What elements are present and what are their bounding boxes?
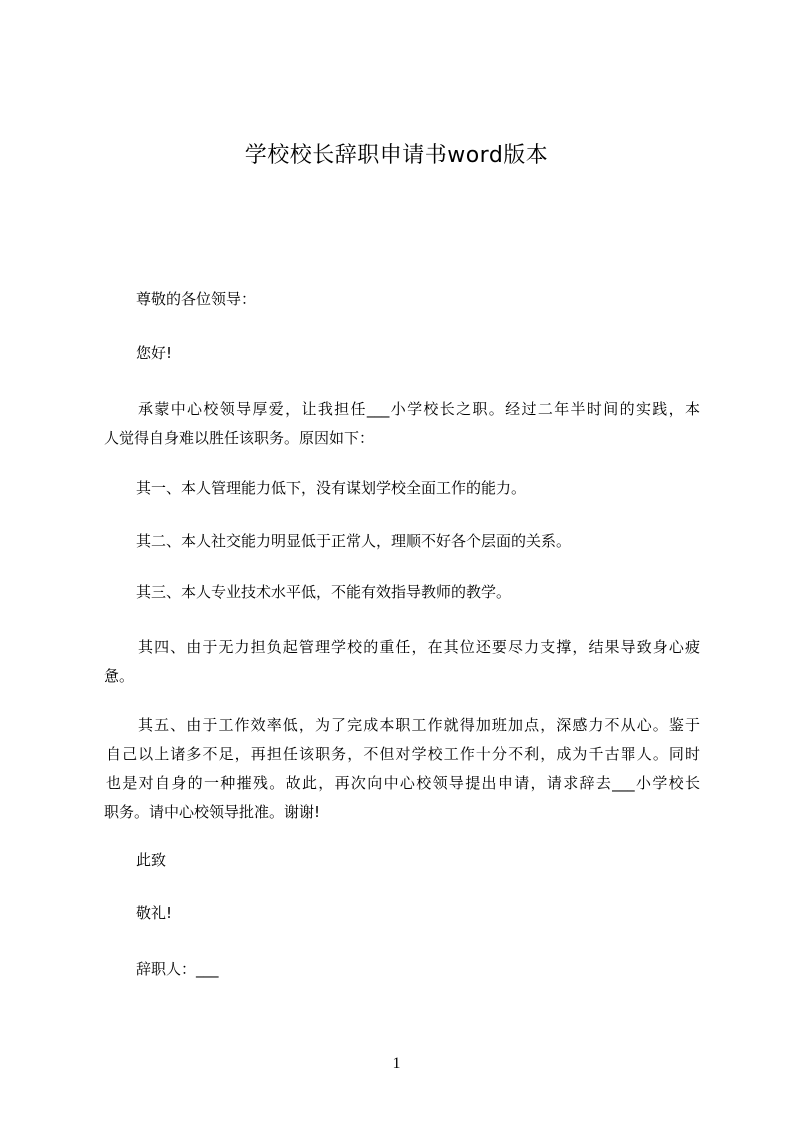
intro-paragraph (104, 395, 700, 453)
intro-line-1: 承蒙中心校领导厚爱，让我担任___小学校长之职。经过二年半时间的实践，本 (138, 400, 700, 418)
closing-ci-zhi: 此致 (136, 851, 167, 869)
signature-line: 辞职人：___ (136, 960, 219, 978)
closing-jing-li: 敬礼! (136, 904, 173, 922)
reason-four-line-2: 惫。 (104, 667, 135, 685)
reason-five-line-3: 也是对自身的一种摧残。故此，再次向中心校领导提出申请，请求辞去___小学校长 (106, 774, 700, 792)
reason-two: 其二、本人社交能力明显低于正常人，理顺不好各个层面的关系。 (136, 532, 572, 550)
reason-four-line-1: 其四、由于无力担负起管理学校的重任，在其位还要尽力支撑，结果导致身心疲 (138, 638, 700, 656)
reason-five-paragraph (104, 711, 700, 827)
page-number: 1 (392, 1055, 401, 1072)
reason-three: 其三、本人专业技术水平低，不能有效指导教师的教学。 (136, 583, 512, 601)
reason-five-line-2: 自己以上诸多不足，再担任该职务，不但对学校工作十分不利，成为千古罪人。同时 (106, 745, 700, 763)
intro-line-2: 人觉得自身难以胜任该职务。原因如下： (104, 429, 375, 447)
reason-five-line-1: 其五、由于工作效率低，为了完成本职工作就得加班加点，深感力不从心。鉴于 (138, 716, 700, 734)
reason-five-line-4: 职务。请中心校领导批准。谢谢! (104, 803, 321, 821)
reason-one: 其一、本人管理能力低下，没有谋划学校全面工作的能力。 (136, 479, 527, 497)
greeting: 您好! (136, 344, 173, 362)
salutation: 尊敬的各位领导： (136, 290, 257, 308)
document-title: 学校校长辞职申请书word版本 (244, 143, 549, 168)
reason-four-paragraph (104, 633, 700, 691)
